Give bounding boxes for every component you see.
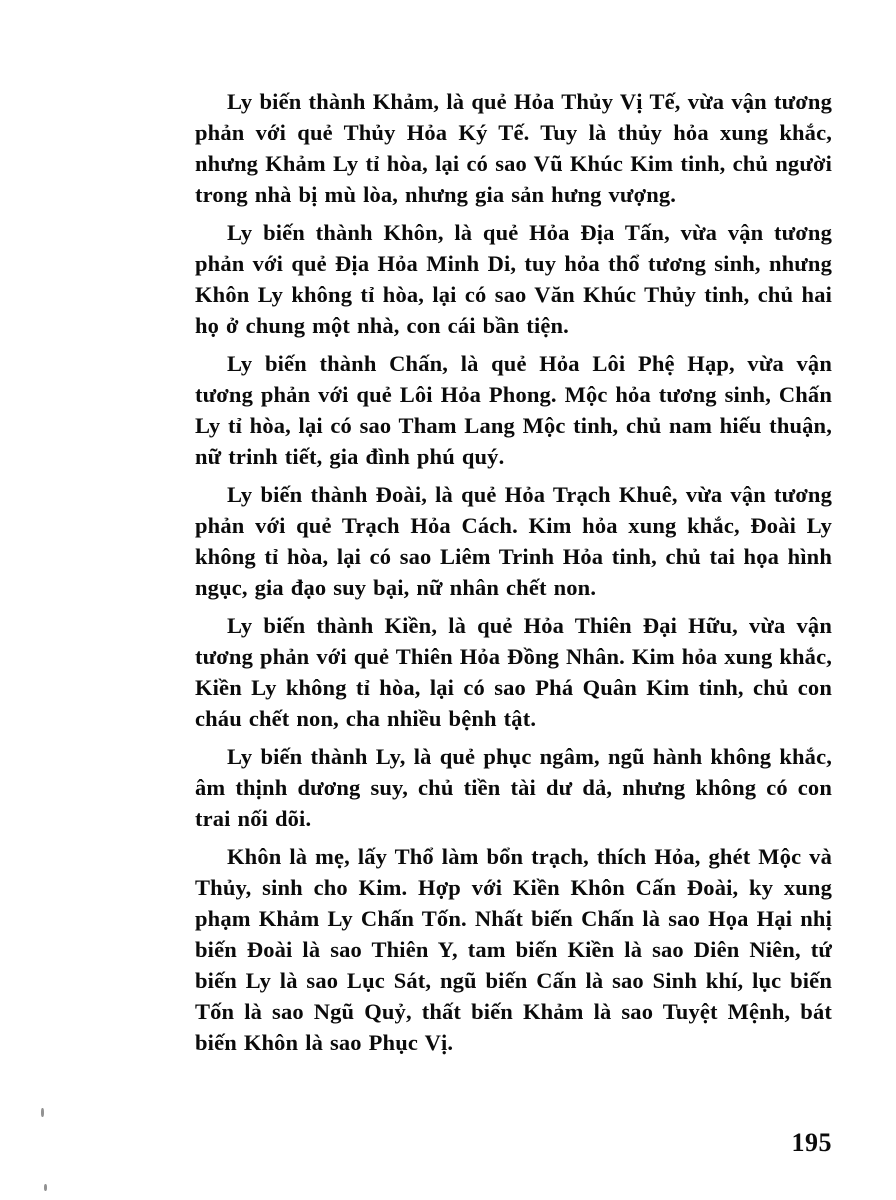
paragraph-ly-bien-thanh-kien: Ly biến thành Kiền, là quẻ Hỏa Thiên Đại Hữu, vừa vận tương phản với quẻ Thiên Hỏa Đồng Nhân. Kim hỏa xung khắc, Kiền Ly không tỉ hòa, lại có sao Phá Quân Kim tinh, chủ con cháu chết non, cha nhiều bệnh tật. bbox=[195, 613, 832, 731]
paragraph-ly-bien-thanh-chan: Ly biến thành Chấn, là quẻ Hỏa Lôi Phệ Hạp, vừa vận tương phản với quẻ Lôi Hỏa Phong. Mộc hỏa tương sinh, Chấn Ly tỉ hòa, lại có sao Tham Lang Mộc tinh, chủ nam hiếu thuận, nữ trinh tiết, gia đình phú quý. bbox=[195, 351, 832, 469]
paragraph-ly-bien-thanh-kham: Ly biến thành Khảm, là quẻ Hỏa Thủy Vị Tế, vừa vận tương phản với quẻ Thủy Hỏa Ký Tế. Tuy là thủy hỏa xung khắc, nhưng Khảm Ly tỉ hòa, lại có sao Vũ Khúc Kim tinh, chủ người trong nhà bị mù lòa, nhưng gia sản hưng vượng. bbox=[195, 89, 832, 207]
paragraph-ly-bien-thanh-khon: Ly biến thành Khôn, là quẻ Hỏa Địa Tấn, vừa vận tương phản với quẻ Địa Hỏa Minh Di, tuy hỏa thổ tương sinh, nhưng Khôn Ly không tỉ hòa, lại có sao Văn Khúc Thủy tinh, chủ hai họ ở chung một nhà, con cái bần tiện. bbox=[195, 220, 832, 338]
paragraph-khon-la-me: Khôn là mẹ, lấy Thổ làm bổn trạch, thích Hỏa, ghét Mộc và Thủy, sinh cho Kim. Hợp với Kiền Khôn Cấn Đoài, ky xung phạm Khảm Ly Chấn Tốn. Nhất biến Chấn là sao Họa Hại nhị biến Đoài là sao Thiên Y, tam biến Kiền là sao Diên Niên, tứ biến Ly là sao Lục Sát, ngũ biến Cấn là sao Sinh khí, lục biến Tốn là sao Ngũ Quỷ, thất biến Khảm là sao Tuyệt Mệnh, bát biến Khôn là sao Phục Vị. bbox=[195, 844, 832, 1055]
scan-speck-artifact bbox=[41, 1108, 44, 1117]
paragraph-ly-bien-thanh-ly: Ly biến thành Ly, là quẻ phục ngâm, ngũ hành không khắc, âm thịnh dương suy, chủ tiền tài dư dả, nhưng không có con trai nối dõi. bbox=[195, 744, 832, 831]
paragraph-ly-bien-thanh-doai: Ly biến thành Đoài, là quẻ Hỏa Trạch Khuê, vừa vận tương phản với quẻ Trạch Hỏa Cách. Kim hỏa xung khắc, Đoài Ly không tỉ hòa, lại có sao Liêm Trinh Hỏa tinh, chủ tai họa hình ngục, gia đạo suy bại, nữ nhân chết non. bbox=[195, 482, 832, 600]
body-text-column bbox=[195, 86, 832, 1058]
scan-speck-artifact bbox=[44, 1184, 47, 1191]
page-number: 195 bbox=[791, 1128, 832, 1157]
